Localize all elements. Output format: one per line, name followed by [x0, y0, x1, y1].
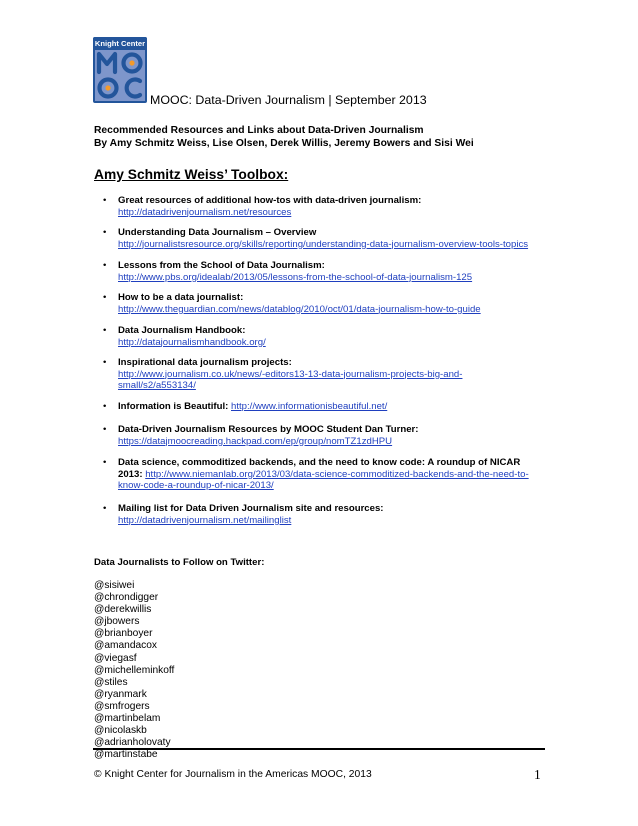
resource-item — [103, 457, 538, 492]
resource-item — [103, 325, 538, 348]
resource-title: Mailing list for Data Driven Journalism site and resources: — [118, 503, 384, 514]
twitter-handle: @derekwillis — [94, 604, 152, 616]
twitter-handle: @jbowers — [94, 616, 140, 628]
mooc-letters-graphic — [95, 50, 145, 101]
bullet: • — [103, 260, 107, 271]
bullet: • — [103, 424, 107, 435]
logo-top-text: Knight Center — [94, 39, 146, 48]
twitter-handle: @martinstabe — [94, 749, 158, 761]
twitter-handle: @sisiwei — [94, 580, 135, 591]
twitter-handle: @michelleminkoff — [94, 664, 175, 676]
bullet: • — [103, 325, 107, 336]
resource-title: Great resources of additional how-tos with data-driven journalism: — [118, 195, 422, 206]
bullet: • — [103, 457, 107, 468]
document-title: MOOC: Data-Driven Journalism | September 2013 — [150, 93, 427, 107]
resource-item — [103, 401, 538, 413]
bullet: • — [103, 401, 107, 412]
resource-item — [103, 357, 463, 392]
bullet: • — [103, 227, 107, 238]
resource-title: Data science, commoditized backends, and the need to know code: A roundup of NICAR 2013: — [118, 457, 521, 480]
resource-title: How to be a data journalist: — [118, 292, 244, 303]
resource-link[interactable]: http://www.informationisbeautiful.net/ — [231, 401, 388, 412]
page-number: 1 — [534, 767, 541, 782]
resource-title: Lessons from the School of Data Journalism: — [118, 260, 325, 271]
bullet: • — [103, 503, 107, 514]
resource-link[interactable]: http://www.niemanlab.org/2013/03/data-science-commoditized-backends-and-the-need-to-know-code-a-roundup-of-nicar-2013/ — [118, 468, 529, 491]
toolbox-heading: Amy Schmitz Weiss’ Toolbox: — [94, 167, 289, 182]
resource-title: Information is Beautiful: — [118, 401, 229, 412]
subtitle-line-1: Recommended Resources and Links about Data-Driven Journalism — [94, 125, 424, 136]
twitter-handle: @adrianholovaty — [94, 737, 171, 749]
twitter-handle: @brianboyer — [94, 628, 153, 640]
twitter-handle: @martinbelam — [94, 713, 161, 725]
resource-link[interactable]: http://datadrivenjournalism.net/mailinglist — [118, 514, 292, 526]
twitter-handle: @nicolaskb — [94, 725, 147, 737]
bullet: • — [103, 195, 107, 206]
twitter-handle: @smfrogers — [94, 700, 150, 712]
resource-item — [103, 195, 538, 218]
bullet: • — [103, 357, 107, 368]
resource-link[interactable]: http://datajournalismhandbook.org/ — [118, 336, 266, 348]
twitter-handle: @viegasf — [94, 652, 137, 664]
twitter-handle: @stiles — [94, 676, 128, 688]
resource-link[interactable]: http://www.theguardian.com/news/datablog/2010/oct/01/data-journalism-how-to-guide — [118, 303, 481, 315]
resource-link[interactable]: http://www.pbs.org/idealab/2013/05/lessons-from-the-school-of-data-journalism-125 — [118, 271, 473, 283]
resource-link[interactable]: http://datadrivenjournalism.net/resources — [118, 206, 292, 218]
logo-graphic — [95, 50, 145, 101]
svg-text:MOOC: MOOC — [120, 99, 124, 100]
resource-link[interactable]: https://datajmoocreading.hackpad.com/ep/group/nomTZ1zdHPU — [118, 435, 393, 447]
resource-title: Data-Driven Journalism Resources by MOOC Student Dan Turner: — [118, 424, 419, 435]
resource-item — [103, 424, 538, 447]
resource-item — [103, 292, 538, 315]
resource-link[interactable]: http://journalistsresource.org/skills/reporting/understanding-data-journalism-overview-tools-topics — [118, 238, 529, 250]
twitter-handle: @amandacox — [94, 640, 158, 652]
subtitle-line-2: By Amy Schmitz Weiss, Lise Olsen, Derek Willis, Jeremy Bowers and Sisi Wei — [94, 138, 474, 149]
twitter-handle: @chrondigger — [94, 592, 159, 604]
resource-link[interactable]: http://www.journalism.co.uk/news/-editors13-13-data-journalism-projects-big-and-small/s2/a553134/ — [118, 368, 463, 391]
resource-title: Data Journalism Handbook: — [118, 325, 246, 336]
bullet: • — [103, 292, 107, 303]
resource-item — [103, 227, 538, 250]
twitter-handle: @ryanmark — [94, 688, 147, 700]
resource-item — [103, 260, 538, 283]
resource-title: Understanding Data Journalism – Overview — [118, 227, 317, 238]
mooc-logo-icon — [93, 37, 147, 103]
twitter-handle-list — [94, 580, 174, 761]
footer-copyright: © Knight Center for Journalism in the Americas MOOC, 2013 — [94, 769, 372, 780]
resource-item — [103, 503, 538, 526]
footer-divider — [93, 748, 545, 750]
twitter-heading: Data Journalists to Follow on Twitter: — [94, 557, 265, 568]
resource-title: Inspirational data journalism projects: — [118, 357, 292, 368]
